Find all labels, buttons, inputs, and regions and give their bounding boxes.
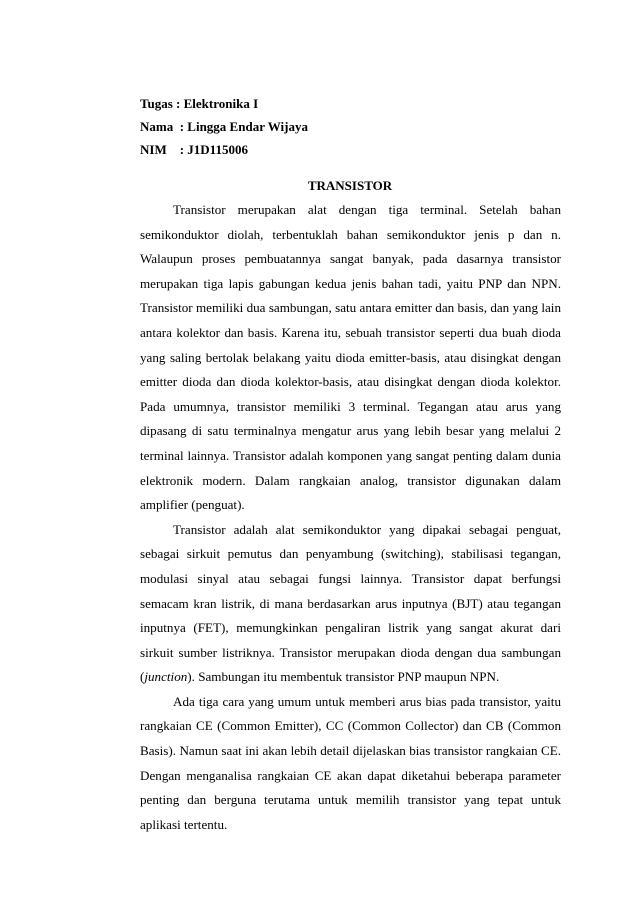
paragraph-1: Transistor merupakan alat dengan tiga terminal. Setelah bahan semikonduktor diolah, terbentuklah bahan semikonduktor jenis p dan n. Walaupun proses pembuatannya sangat banyak, pada dasarnya transistor merupakan tiga lapis gabungan kedua jenis bahan tadi, yaitu PNP dan NPN. Transistor memiliki dua sambungan, satu antara emitter dan basis, dan yang lain antara kolektor dan basis. Karena itu, sebuah transistor seperti dua buah dioda yang saling bertolak belakang yaitu dioda emitter-basis, atau disingkat dengan emitter dioda dan dioda kolektor-basis, atau disingkat dengan dioda kolektor. Pada umumnya, transistor memiliki 3 terminal. Tegangan atau arus yang dipasang di satu terminalnya mengatur arus yang lebih besar yang melalui 2 terminal lainnya. Transistor adalah komponen yang sangat penting dalam dunia elektronik modern. Dalam rangkaian analog, transistor digunakan dalam amplifier (penguat).: [140, 202, 561, 513]
header-nama: Nama : Lingga Endar Wijaya: [140, 119, 308, 134]
paragraph-3: Ada tiga cara yang umum untuk memberi arus bias pada transistor, yaitu rangkaian CE (Common Emitter), CC (Common Collector) dan CB (Common Basis). Namun saat ini akan lebih detail dijelaskan bias transistor rangkaian CE. Dengan menganalisa rangkaian CE akan dapat diketahui beberapa parameter penting dan berguna terutama untuk memilih transistor yang tepat untuk aplikasi tertentu.: [140, 693, 561, 832]
document-title: TRANSISTOR: [307, 178, 393, 193]
header-nim: NIM : J1D115006: [140, 142, 248, 157]
paragraph-2-text-after: ). Sambungan itu membentuk transistor PNP maupun NPN.: [187, 669, 500, 685]
document-header: [140, 92, 560, 161]
document-body: [140, 198, 561, 837]
paragraph-2: [140, 518, 561, 690]
paragraph-2-text-before: Transistor adalah alat semikonduktor yang dipakai sebagai penguat, sebagai sirkuit pemutus dan penyambung (switching), stabilisasi tegangan, modulasi sinyal atau sebagai fungsi lainnya. Transistor dapat berfungsi semacam kran listrik, di mana berdasarkan arus inputnya (BJT) atau tegangan inputnya (FET), memungkinkan pengaliran listrik yang sangat akurat dari sirkuit sumber listriknya. Transistor merupakan dioda dengan dua sambungan (: [140, 521, 561, 685]
header-tugas: Tugas : Elektronika I: [140, 96, 259, 111]
paragraph-2-italic-term: junction: [144, 669, 188, 685]
